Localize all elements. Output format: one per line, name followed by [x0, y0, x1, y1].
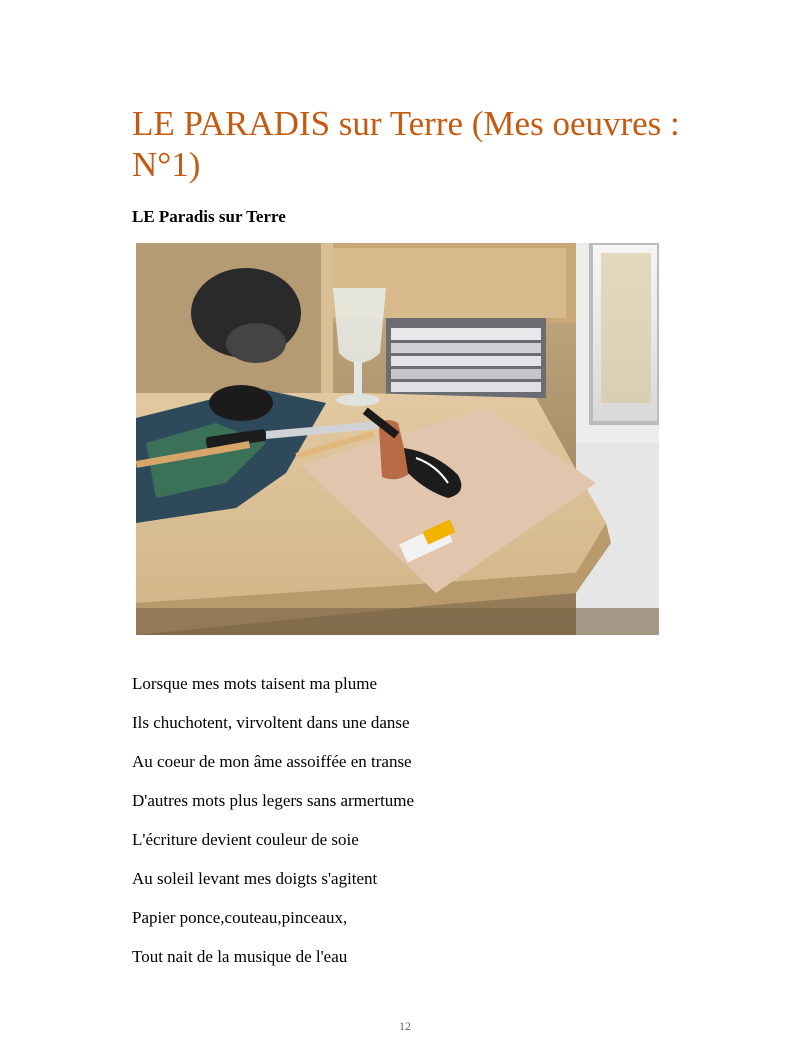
- desk-photo: [136, 243, 659, 635]
- poem-line: D'autres mots plus legers sans armertume: [132, 791, 415, 810]
- poem-line: L'écriture devient couleur de soie: [132, 830, 359, 849]
- page-title: LE PARADIS sur Terre (Mes oeuvres : N°1): [132, 104, 680, 184]
- page-number: 12: [399, 1019, 411, 1033]
- poem-line: Tout nait de la musique de l'eau: [132, 947, 348, 966]
- poem-line: Lorsque mes mots taisent ma plume: [132, 674, 378, 693]
- poem-line: Au soleil levant mes doigts s'agitent: [132, 869, 378, 888]
- poem-line: Au coeur de mon âme assoiffée en transe: [132, 752, 412, 771]
- poem-subtitle: LE Paradis sur Terre: [132, 207, 286, 226]
- desk-photo-illustration: [136, 243, 659, 635]
- poem-line: Papier ponce,couteau,pinceaux,: [132, 908, 348, 927]
- poem: [132, 673, 414, 985]
- poem-line: Ils chuchotent, virvoltent dans une danse: [132, 713, 410, 732]
